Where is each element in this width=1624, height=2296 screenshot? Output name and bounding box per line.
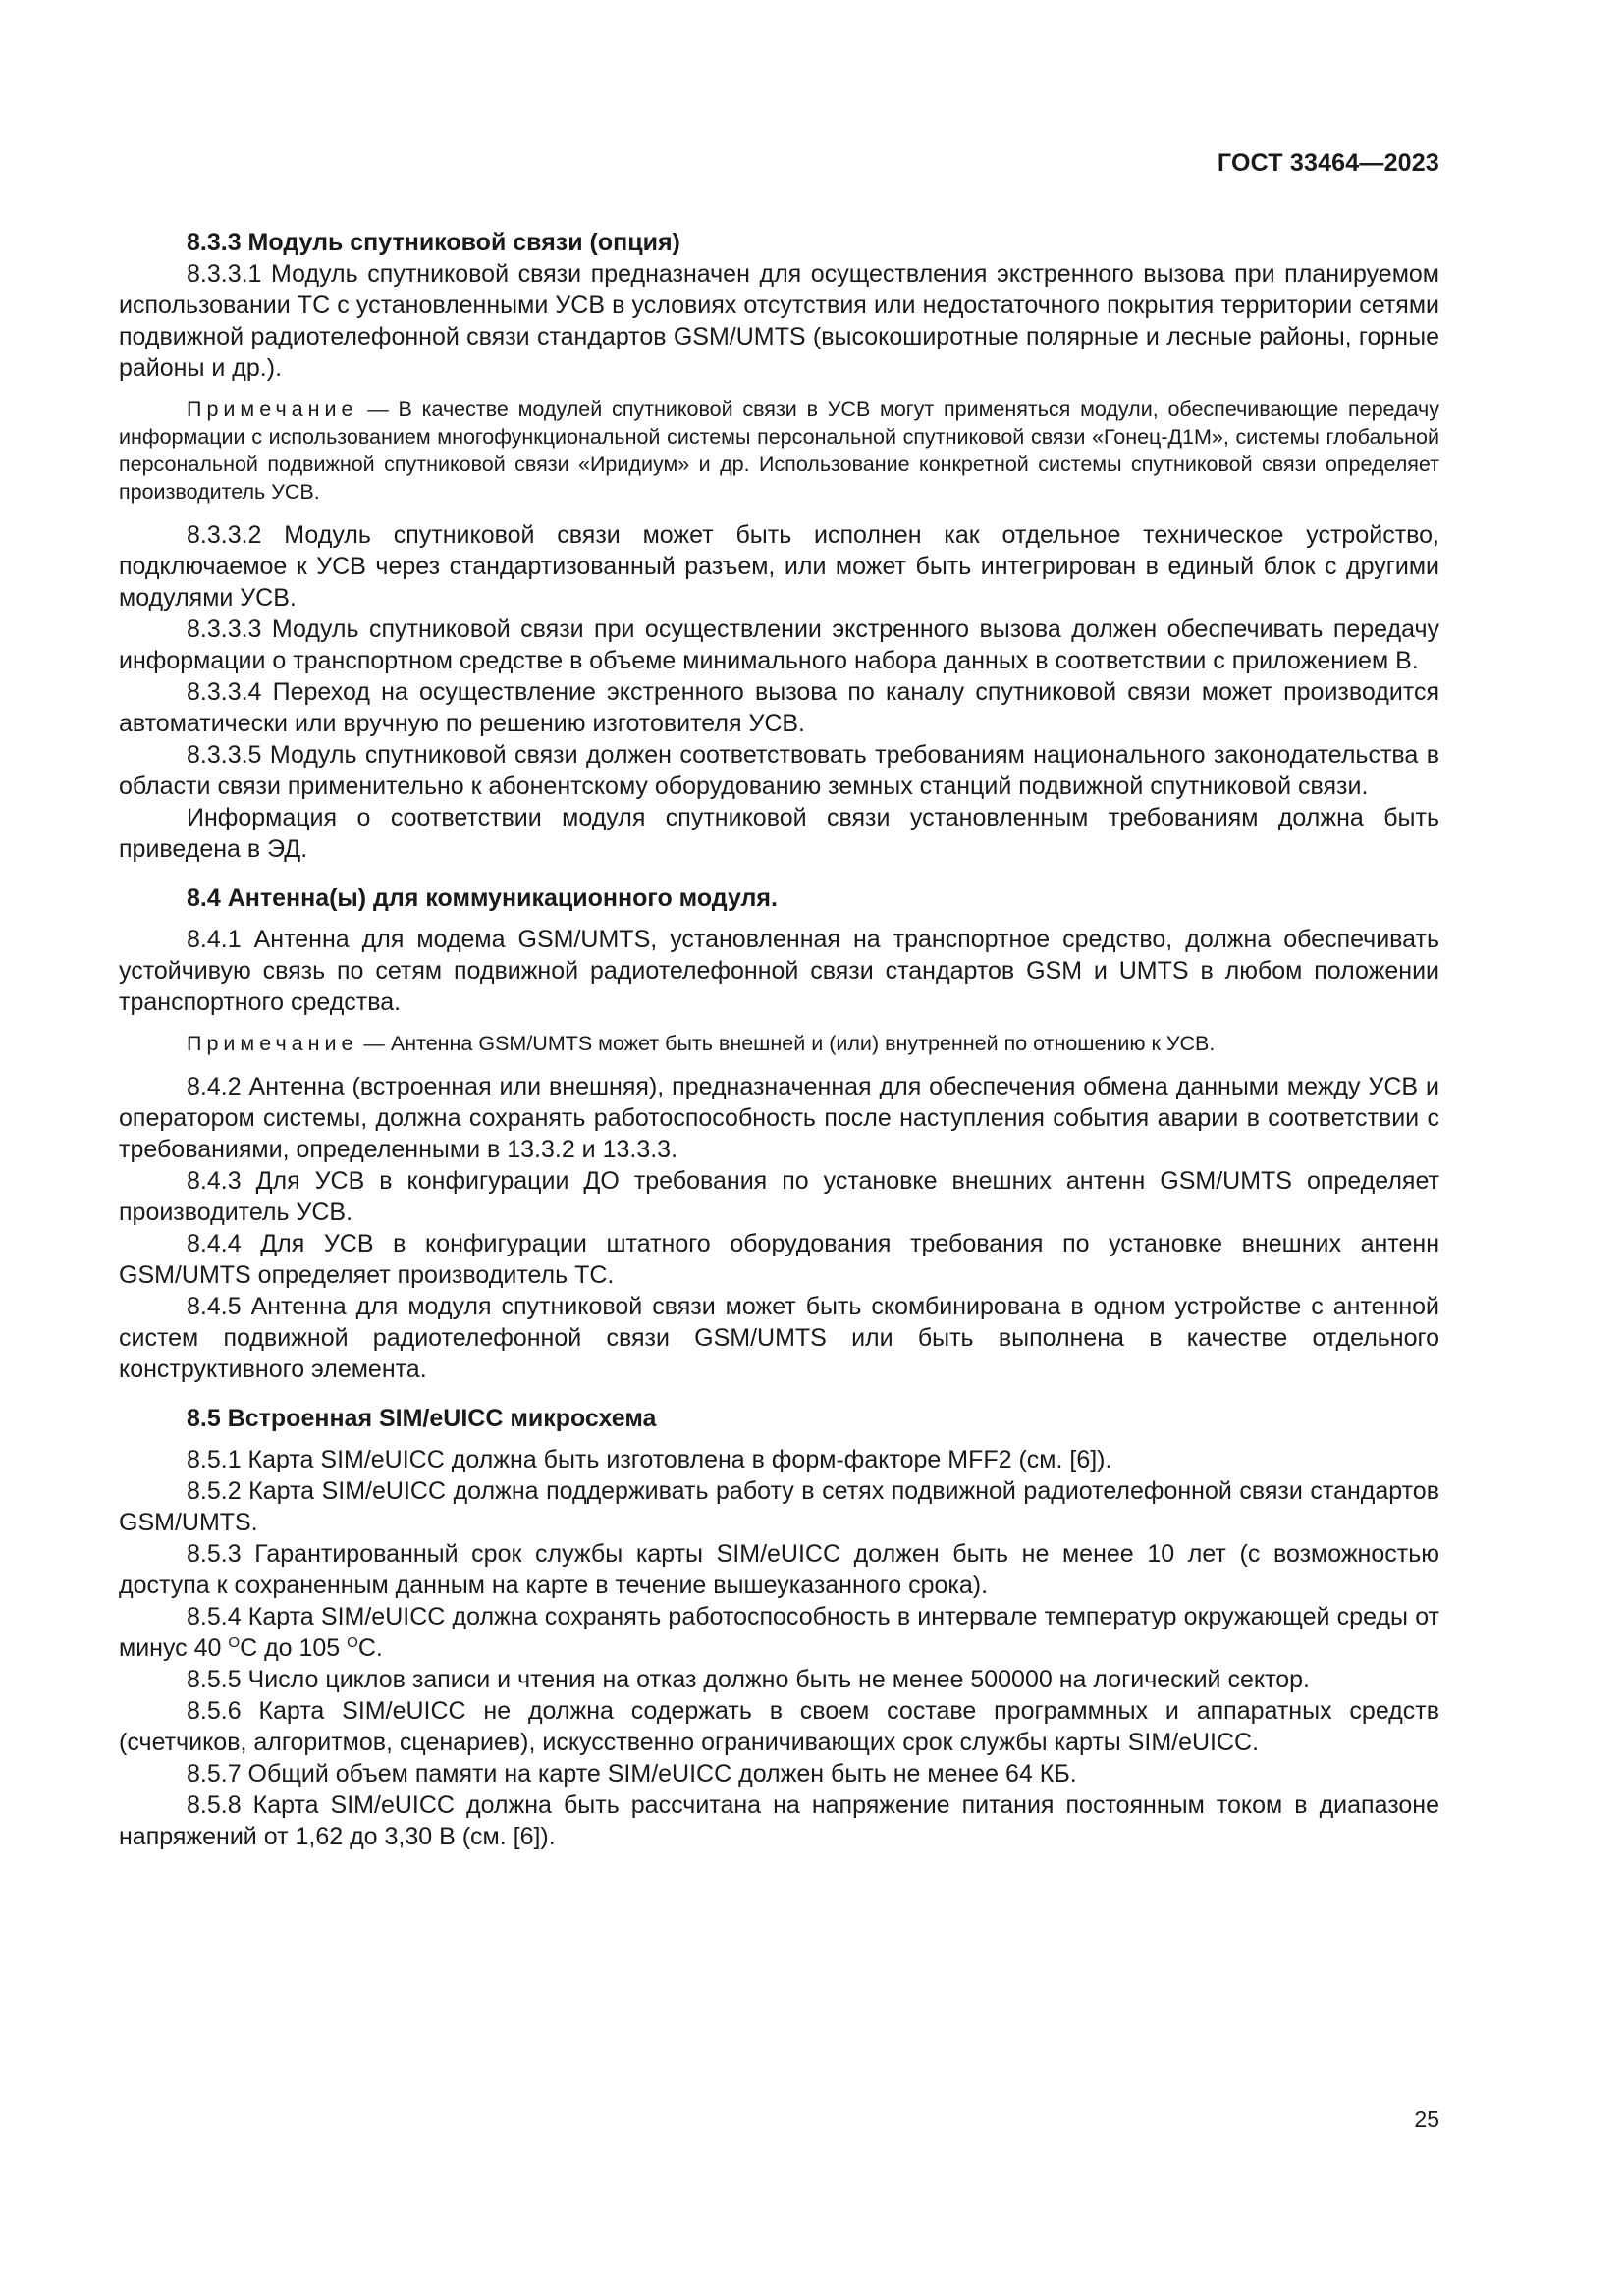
p4-text-after: С.: [357, 1634, 383, 1662]
paragraph-8-4-4: 8.4.4 Для УСВ в конфигурации штатного оборудования требования по установке внешних антенн GSM/UMTS определяет производитель ТС.: [119, 1230, 1439, 1289]
note-8-4: [119, 1030, 1439, 1057]
paragraph-8-5-3: 8.5.3 Гарантированный срок службы карты SIM/eUICC должен быть не менее 10 лет (с возможностью доступа к сохраненным данным на карте в течение вышеуказанного срока).: [119, 1540, 1439, 1599]
document-page: [119, 0, 1439, 2296]
paragraph-8-5-5: 8.5.5 Число циклов записи и чтения на отказ должно быть не менее 500000 на логический сектор.: [187, 1666, 1311, 1693]
paragraph-8-4-1: 8.4.1 Антенна для модема GSM/UMTS, установленная на транспортное средство, должна обеспечивать устойчивую связь по сетям подвижной радиотелефонной связи стандартов GSM и UMTS в любом положении транспортного средства.: [119, 926, 1439, 1016]
paragraph-8-5-1: 8.5.1 Карта SIM/eUICC должна быть изготовлена в форм-факторе MFF2 (см. [6]).: [187, 1446, 1112, 1473]
paragraph-8-3-3-1: 8.3.3.1 Модуль спутниковой связи предназначен для осуществления экстренного вызова при планируемом использовании ТС с установленными УСВ в условиях отсутствия или недостаточного покрытия территории сетями подвижной радиотелефонной связи стандартов GSM/UMTS (высокоширотные полярные и лесные районы, горные районы и др.).: [119, 260, 1439, 382]
note-text: — В качестве модулей спутниковой связи в УСВ могут применяться модули, обеспечивающие передачу информации с использованием многофункциональной системы персональной спутниковой связи «Гонец-Д1М», системы глобальной персональной подвижной спутниковой связи «Иридиум» и др. Использование конкретной системы спутниковой связи определяет производитель УСВ.: [119, 398, 1439, 504]
section-heading-8-5: 8.5 Встроенная SIM/eUICC микросхема: [187, 1405, 657, 1432]
p4-text-before: 8.5.4 Карта SIM/eUICC должна сохранять работоспособность в интервале температур окружающей среды от минус 40: [119, 1603, 1439, 1662]
p4-text-middle: С до 105: [240, 1634, 348, 1662]
paragraph-8-3-3-5-info: Информация о соответствии модуля спутниковой связи установленным требованиям должна быть приведена в ЭД.: [119, 804, 1439, 863]
paragraph-8-5-4: [119, 1601, 1439, 1664]
document-id-header: ГОСТ 33464—2023: [1217, 149, 1439, 177]
page-content: [119, 227, 1439, 1852]
paragraph-8-4-2: 8.4.2 Антенна (встроенная или внешняя), предназначенная для обеспечения обмена данными между УСВ и оператором системы, должна сохранять работоспособность после наступления события аварии в соответствии с требованиями, определенными в 13.3.2 и 13.3.3.: [119, 1073, 1439, 1163]
degree-sup-1: О: [228, 1634, 241, 1651]
note-text: — Антенна GSM/UMTS может быть внешней и (или) внутренней по отношению к УСВ.: [357, 1032, 1216, 1055]
paragraph-8-4-5: 8.4.5 Антенна для модуля спутниковой связи может быть скомбинирована в одном устройстве с антенной систем подвижной радиотелефонной связи GSM/UMTS или быть выполнена в качестве отдельного конструктивного элемента.: [119, 1293, 1439, 1383]
paragraph-8-3-3-2: 8.3.3.2 Модуль спутниковой связи может быть исполнен как отдельное техническое устройство, подключаемое к УСВ через стандартизованный разъем, или может быть интегрирован в единый блок с другими модулями УСВ.: [119, 521, 1439, 612]
paragraph-8-5-2: 8.5.2 Карта SIM/eUICC должна поддерживать работу в сетях подвижной радиотелефонной связи стандартов GSM/UMTS.: [119, 1477, 1439, 1536]
section-heading-8-3-3: 8.3.3 Модуль спутниковой связи (опция): [187, 229, 680, 256]
paragraph-8-3-3-3: 8.3.3.3 Модуль спутниковой связи при осуществлении экстренного вызова должен обеспечивать передачу информации о транспортном средстве в объеме минимального набора данных в соответствии с приложением В.: [119, 615, 1439, 674]
note-8-3-3: [119, 396, 1439, 506]
page-number: 25: [1414, 2107, 1439, 2132]
section-heading-8-4: 8.4 Антенна(ы) для коммуникационного модуля.: [187, 884, 778, 912]
paragraph-8-5-8: 8.5.8 Карта SIM/eUICC должна быть рассчитана на напряжение питания постоянным током в диапазоне напряжений от 1,62 до 3,30 В (см. [6]).: [119, 1791, 1439, 1850]
note-label: Примечание: [187, 1032, 358, 1055]
note-label: Примечание: [187, 398, 358, 421]
degree-sup-2: О: [347, 1634, 358, 1651]
paragraph-8-3-3-5: 8.3.3.5 Модуль спутниковой связи должен соответствовать требованиям национального законодательства в области связи применительно к абонентскому оборудованию земных станций подвижной спутниковой связи.: [119, 741, 1439, 800]
paragraph-8-3-3-4: 8.3.3.4 Переход на осуществление экстренного вызова по каналу спутниковой связи может производится автоматически или вручную по решению изготовителя УСВ.: [119, 678, 1439, 737]
paragraph-8-5-6: 8.5.6 Карта SIM/eUICC не должна содержать в своем составе программных и аппаратных средств (счетчиков, алгоритмов, сценариев), искусственно ограничивающих срок службы карты SIM/eUICC.: [119, 1697, 1439, 1756]
paragraph-8-5-7: 8.5.7 Общий объем памяти на карте SIM/eUICC должен быть не менее 64 КБ.: [187, 1760, 1077, 1788]
paragraph-8-4-3: 8.4.3 Для УСВ в конфигурации ДО требования по установке внешних антенн GSM/UMTS определяет производитель УСВ.: [119, 1167, 1439, 1226]
